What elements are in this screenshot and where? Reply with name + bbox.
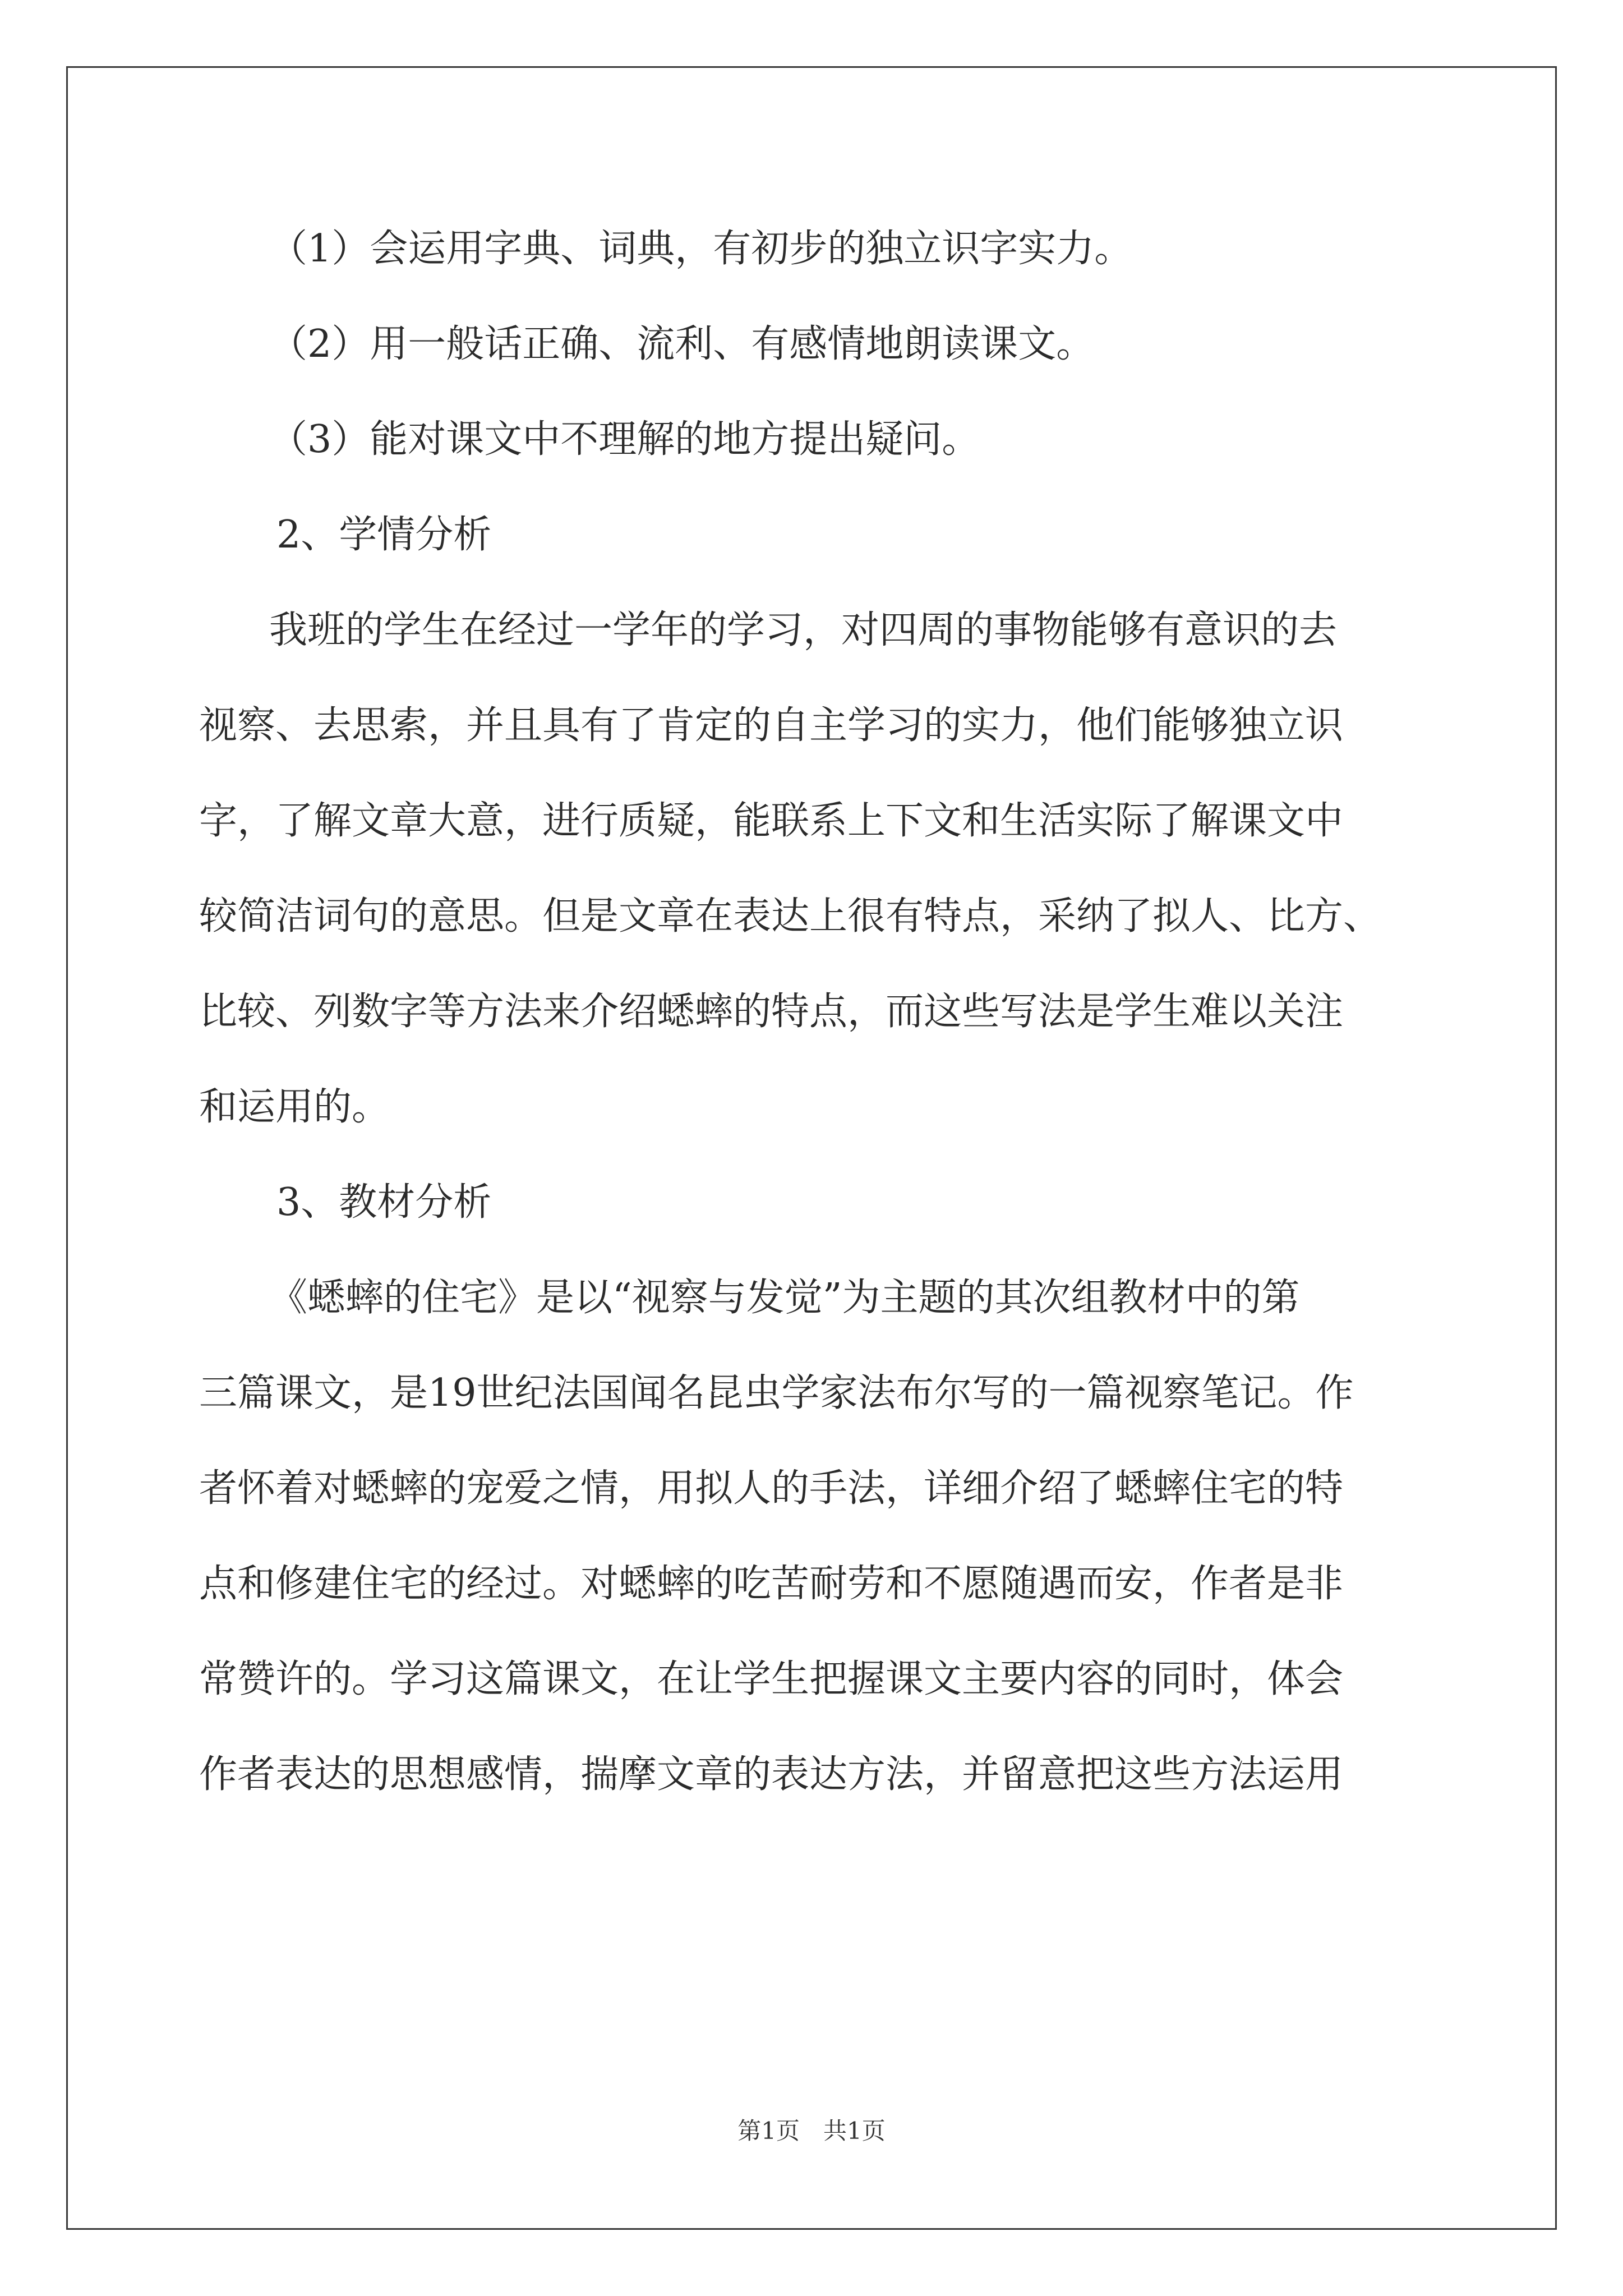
paragraph-line: 和运用的。 <box>199 1085 390 1129</box>
list-item-2: （2）用一般话正确、流利、有感情地朗读课文。 <box>269 322 1095 366</box>
section-heading-textbook-analysis: 3、教材分析 <box>276 1180 492 1225</box>
paragraph-line: 字，了解文章大意，进行质疑，能联系上下文和生活实际了解课文中 <box>199 799 1344 843</box>
paragraph-line: 较简洁词句的意思。但是文章在表达上很有特点，采纳了拟人、比方、 <box>199 894 1382 938</box>
page-frame <box>66 66 1557 2230</box>
paragraph-line: 《蟋蟀的住宅》是以“视察与发觉”为主题的其次组教材中的第 <box>269 1276 1300 1320</box>
paragraph-line: 我班的学生在经过一学年的学习，对四周的事物能够有意识的去 <box>269 608 1338 652</box>
paragraph-line: 作者表达的思想感情，揣摩文章的表达方法，并留意把这些方法运用 <box>199 1752 1344 1797</box>
page-number-footer: 第1页 共1页 <box>737 2117 886 2145</box>
list-item-3: （3）能对课文中不理解的地方提出疑问。 <box>269 417 980 462</box>
paragraph-line: 常赞许的。学习这篇课文，在让学生把握课文主要内容的同时，体会 <box>199 1657 1344 1701</box>
paragraph-line: 视察、去思索，并且具有了肯定的自主学习的实力，他们能够独立识 <box>199 703 1344 748</box>
paragraph-line: 三篇课文，是19世纪法国闻名昆虫学家法布尔写的一篇视察笔记。作 <box>199 1371 1354 1415</box>
paragraph-line: 者怀着对蟋蟀的宠爱之情，用拟人的手法，详细介绍了蟋蟀住宅的特 <box>199 1466 1344 1511</box>
paragraph-line: 点和修建住宅的经过。对蟋蟀的吃苦耐劳和不愿随遇而安，作者是非 <box>199 1562 1344 1606</box>
section-heading-learning-analysis: 2、学情分析 <box>276 513 492 557</box>
paragraph-line: 比较、列数字等方法来介绍蟋蟀的特点，而这些写法是学生难以关注 <box>199 990 1344 1034</box>
list-item-1: （1）会运用字典、词典，有初步的独立识字实力。 <box>269 227 1133 271</box>
